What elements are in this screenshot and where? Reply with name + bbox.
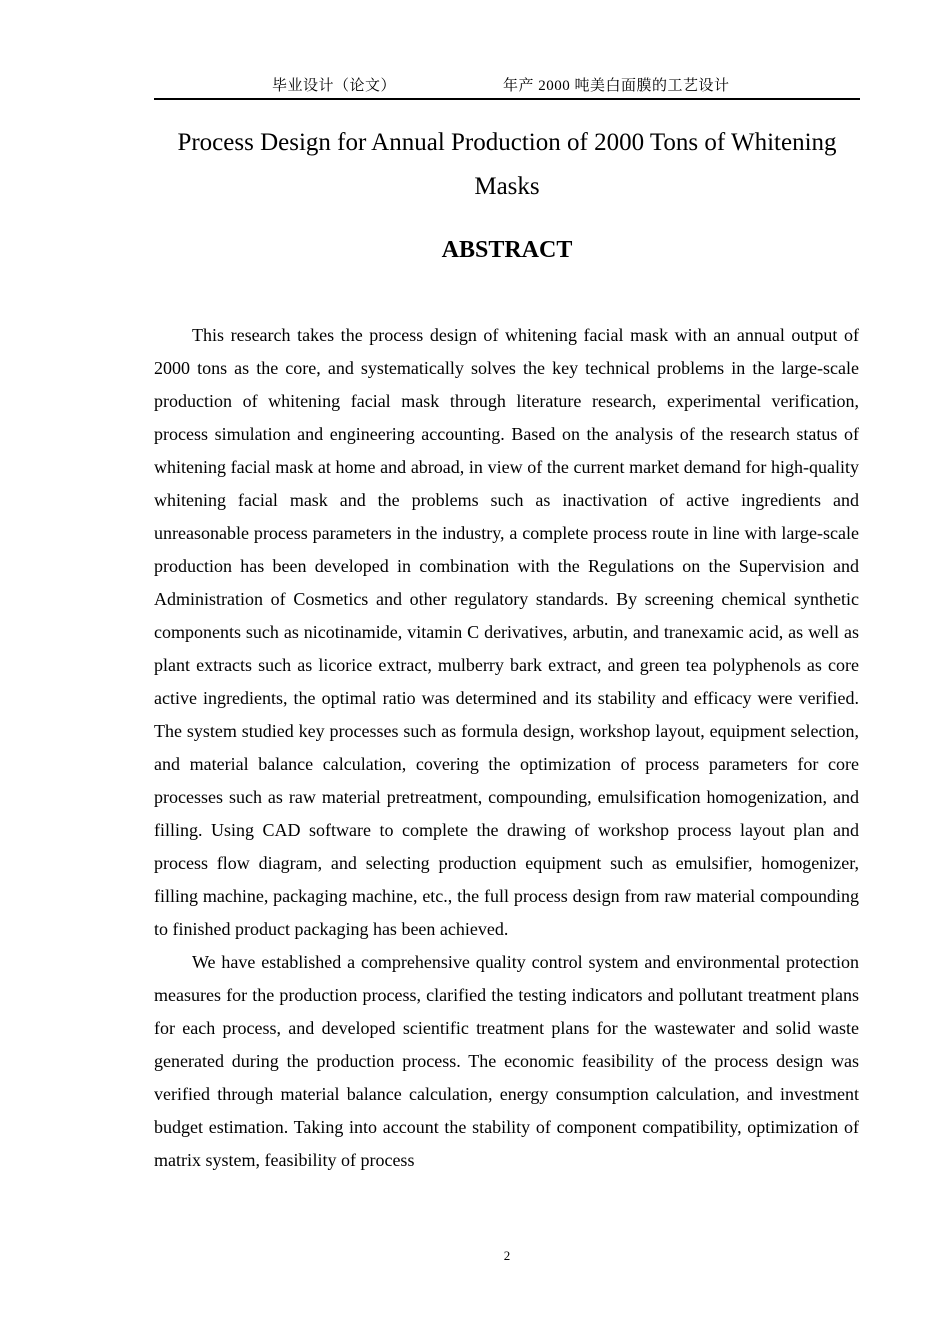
- header-thesis-label: 毕业设计（论文）: [272, 78, 397, 94]
- abstract-body: [154, 319, 859, 1177]
- header-thesis-title: 年产 2000 吨美白面膜的工艺设计: [503, 78, 730, 94]
- abstract-heading: ABSTRACT: [441, 237, 573, 263]
- paper-title: Process Design for Annual Production of 2000 Tons of Whitening Masks: [177, 129, 837, 200]
- abstract-paragraph-1: This research takes the process design of whitening facial mask with an annual output of 2000 tons as the core, and systematically solves the key technical problems in the large-scale production of whitening facial mask through literature research, experimental verification, process simulation and engineering accounting. Based on the analysis of the research status of whitening facial mask at home and abroad, in view of the current market demand for high-quality whitening facial mask and the problems such as inactivation of active ingredients and unreasonable process parameters in the industry, a complete process route in line with large-scale production has been developed in combination with the Regulations on the Supervision and Administration of Cosmetics and other regulatory standards. By screening chemical synthetic components such as nicotinamide, vitamin C derivatives, arbutin, and tranexamic acid, as well as plant extracts such as licorice extract, mulberry bark extract, and green tea polyphenols as core active ingredients, the optimal ratio was determined and its stability and efficacy were verified. The system studied key processes such as formula design, workshop layout, equipment selection, and material balance calculation, covering the optimization of process parameters for core processes such as raw material pretreatment, compounding, emulsification homogenization, and filling. Using CAD software to complete the drawing of workshop process layout plan and process flow diagram, and selecting production equipment such as emulsifier, homogenizer, filling machine, packaging machine, etc., the full process design from raw material compounding to finished product packaging has been achieved.: [154, 325, 859, 939]
- page-header: [154, 76, 860, 100]
- abstract-paragraph-2: We have established a comprehensive quality control system and environmental protection measures for the production process, clarified the testing indicators and pollutant treatment plans for each process, and developed scientific treatment plans for the wastewater and solid waste generated during the production process. The economic feasibility of the process design was verified through material balance calculation, energy consumption calculation, and investment budget estimation. Taking into account the stability of component compatibility, optimization of matrix system, feasibility of process: [154, 952, 859, 1170]
- page-number: 2: [503, 1248, 511, 1263]
